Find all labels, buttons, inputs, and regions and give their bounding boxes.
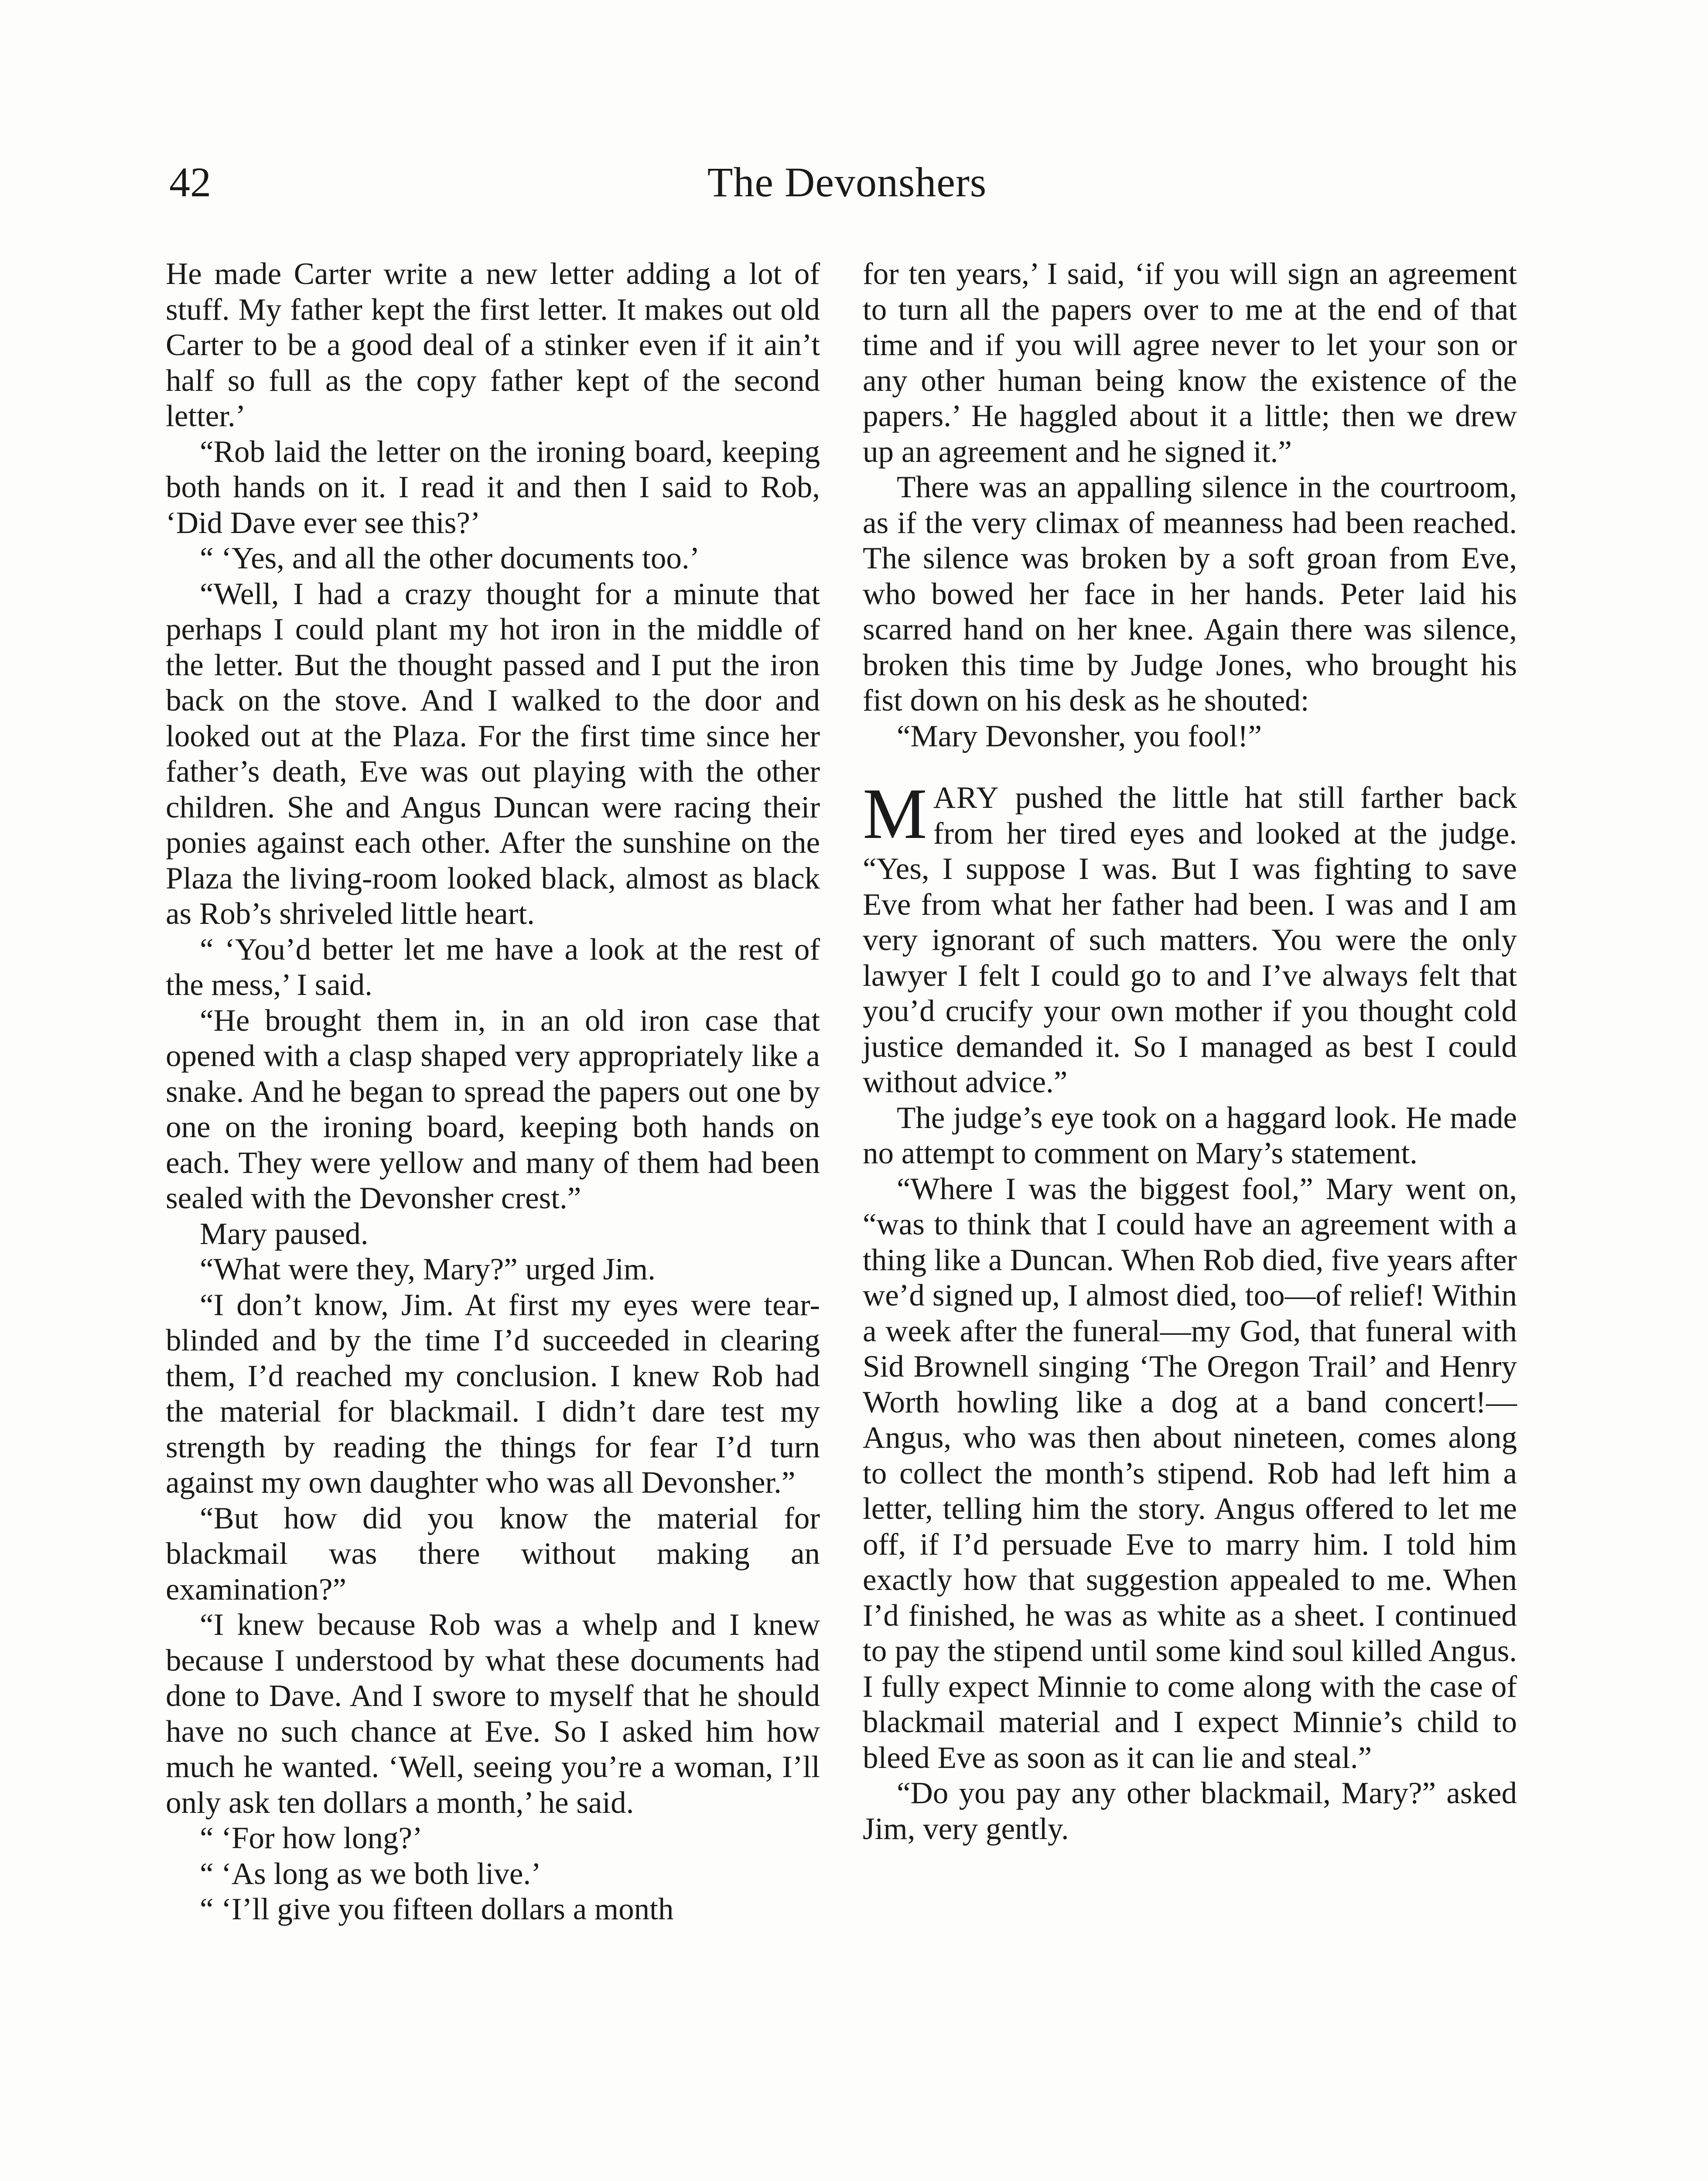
dropcap-paragraph-text: pushed the little hat still farther back from her tired eyes and looked at the judge. “Yes, I suppose I was. But I was fighting to save Eve from what her father had been. I was and I am very ignorant of such matters. You were the only lawyer I felt I could go to and I’ve always felt that you’d crucify your own mother if you thought cold justice demanded it. So I managed as best I could without advice.” [863, 781, 1517, 1099]
running-title: The Devonshers [707, 159, 987, 205]
paragraph: “ ‘I’ll give you fifteen dollars a month [200, 1892, 674, 1926]
paragraph: “He brought them in, in an old iron case that opened with a clasp shaped very appropriately like a snake. And he began to spread the papers out one by one on the ironing board, keeping both hands on each. They were yellow and many of them had been sealed with the Devonsher crest.” [166, 1003, 820, 1215]
dropcap-paragraph [863, 773, 1517, 1101]
page-header [169, 161, 1525, 222]
paragraph: “But how did you know the material for blackmail was there without making an examination?” [166, 1501, 820, 1607]
paragraph: “What were they, Mary?” urged Jim. [200, 1252, 656, 1286]
paragraph: There was an appalling silence in the courtroom, as if the very climax of meanness had been reached. The silence was broken by a soft groan from Eve, who bowed her face in her hands. Peter laid his scarred hand on her knee. Again there was silence, broken this time by Judge Jones, who brought his fist down on his desk as he shouted: [863, 470, 1517, 718]
paragraph: “I don’t know, Jim. At first my eyes were tear-blinded and by the time I’d succeeded in clearing them, I’d reached my conclusion. I knew Rob had the material for blackmail. I didn’t dare test my strength by reading the things for fear I’d turn against my own daughter who was all Devonsher.” [166, 1288, 820, 1500]
right-column [863, 256, 1517, 1847]
paragraph: “ ‘For how long?’ [200, 1821, 423, 1855]
paragraph: The judge’s eye took on a haggard look. He made no attempt to comment on Mary’s statement. [863, 1101, 1517, 1170]
small-caps-lead: ARY [933, 781, 1000, 815]
paragraph: Mary paused. [200, 1217, 369, 1251]
paragraph: “Where I was the biggest fool,” Mary went on, “was to think that I could have an agreement with a thing like a Duncan. When Rob died, five years after we’d signed up, I almost died, too—of relief! Within a week after the funeral—my God, that funeral with Sid Brownell singing ‘The Oregon Trail’ and Henry Worth howling like a dog at a band concert!—Angus, who was then about nineteen, comes along to collect the month’s stipend. Rob had left him a letter, telling him the story. Angus offered to let me off, if I’d persuade Eve to marry him. I told him exactly how that suggestion appealed to me. When I’d finished, he was as white as a sheet. I continued to pay the stipend until some kind soul killed Angus. I fully expect Minnie to come along with the case of blackmail material and I expect Minnie’s child to bleed Eve as soon as it can lie and steal.” [863, 1172, 1517, 1775]
paragraph: “Mary Devonsher, you fool!” [897, 719, 1262, 753]
drop-cap-letter: M [863, 773, 927, 854]
paragraph: “ ‘You’d better let me have a look at the rest of the mess,’ I said. [166, 932, 820, 1002]
paragraph: “Rob laid the letter on the ironing board, keeping both hands on it. I read it and then I said to Rob, ‘Did Dave ever see this?’ [166, 434, 820, 540]
paragraph: for ten years,’ I said, ‘if you will sign an agreement to turn all the papers over to me at the end of that time and if you will agree never to let your son or any other human being know the existence of the papers.’ He haggled about it a little; then we drew up an agreement and he signed it.” [863, 257, 1517, 469]
paragraph: “ ‘Yes, and all the other documents too.’ [200, 541, 700, 575]
page-number: 42 [169, 159, 211, 205]
paragraph: “Do you pay any other blackmail, Mary?” asked Jim, very gently. [863, 1776, 1517, 1846]
paragraph: “Well, I had a crazy thought for a minute that perhaps I could plant my hot iron in the middle of the letter. But the thought passed and I put the iron back on the stove. And I walked to the door and looked out at the Plaza. For the first time since her father’s death, Eve was out playing with the other children. She and Angus Duncan were racing their ponies against each other. After the sunshine on the Plaza the living-room looked black, almost as black as Rob’s shriveled little heart. [166, 577, 820, 931]
paragraph: He made Carter write a new letter adding a lot of stuff. My father kept the first letter. It makes out old Carter to be a good deal of a stinker even if it ain’t half so full as the copy father kept of the second letter.’ [166, 257, 820, 433]
left-column [166, 256, 820, 1928]
paragraph: “ ‘As long as we both live.’ [200, 1856, 541, 1891]
text-columns [166, 256, 1518, 2181]
paragraph: “I knew because Rob was a whelp and I knew because I understood by what these documents had done to Dave. And I swore to myself that he should have no such chance at Eve. So I asked him how much he wanted. ‘Well, seeing you’re a woman, I’ll only ask ten dollars a month,’ he said. [166, 1608, 820, 1820]
